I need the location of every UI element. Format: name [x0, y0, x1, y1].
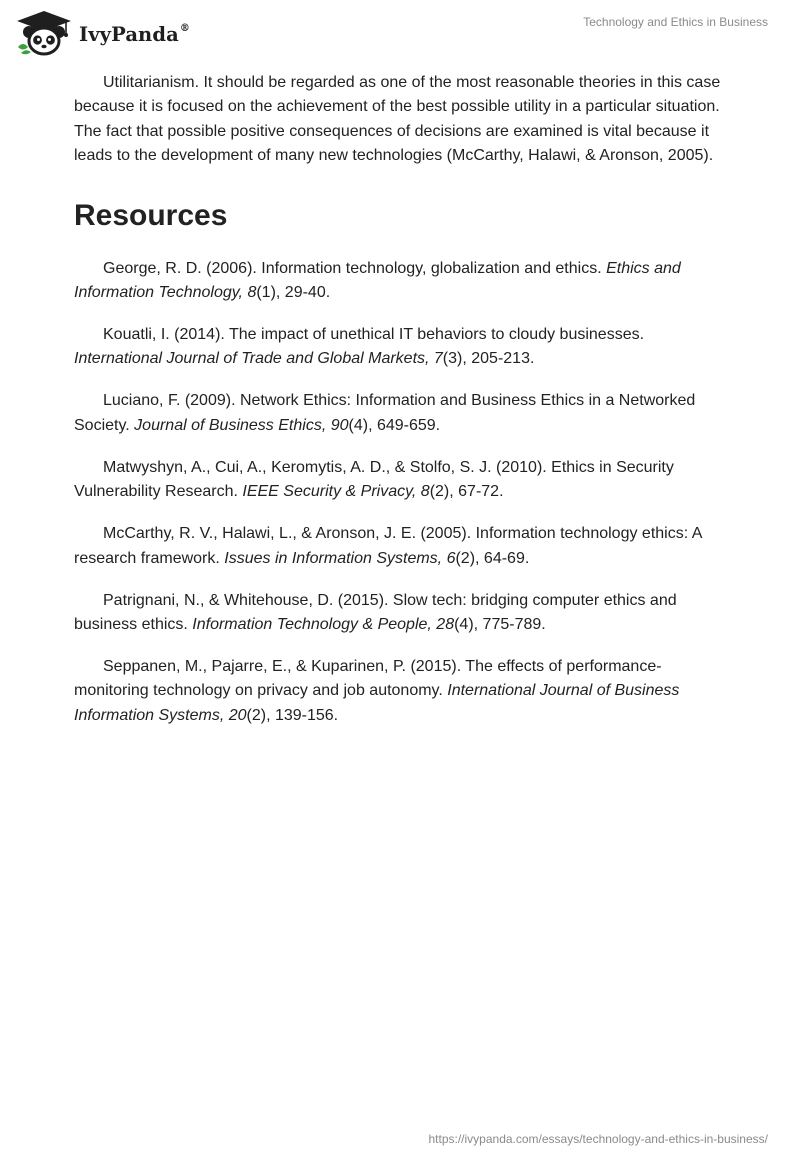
reference-journal: International Journal of Business Information Systems, 20 — [74, 682, 680, 724]
reference-item — [74, 522, 730, 571]
reference-issue: (3), 205-213. — [442, 350, 535, 368]
reference-text: Matwyshyn, A., Cui, A., Keromytis, A. D., & Stolfo, S. J. (2010). Ethics in Security Vulnerability Research. — [74, 458, 674, 501]
ivypanda-logo[interactable] — [14, 8, 190, 58]
reference-text: George, R. D. (2006). Information technology, globalization and ethics. — [103, 259, 607, 277]
document-title: Technology and Ethics in Business — [583, 15, 768, 29]
reference-item — [74, 389, 730, 438]
reference-item — [74, 257, 730, 306]
reference-issue: (4), 649-659. — [348, 416, 441, 434]
reference-issue: (2), 64-69. — [455, 549, 530, 567]
reference-item — [74, 655, 730, 728]
logo-wordmark: IvyPanda® — [79, 22, 190, 46]
reference-journal: Issues in Information Systems, 6 — [224, 549, 456, 567]
intro-paragraph: Utilitarianism. It should be regarded as one of the most reasonable theories in this case because it is focused on the achievement of the best possible utility in a particular situation. The fact that possible positive consequences of decisions are examined is vital because it leads to the development of many new technologies (McCarthy, Halawi, & Aronson, 2005). — [74, 74, 721, 165]
panda-graduate-icon — [14, 10, 74, 56]
reference-text: Patrignani, N., & Whitehouse, D. (2015). Slow tech: bridging computer ethics and business ethics. — [74, 591, 677, 634]
reference-text: Kouatli, I. (2014). The impact of unethical IT behaviors to cloudy businesses. — [103, 326, 645, 344]
document-body — [74, 71, 730, 746]
reference-item — [74, 323, 730, 372]
reference-issue: (4), 775-789. — [454, 616, 546, 634]
reference-journal: Information Technology & People, 28 — [192, 616, 455, 634]
reference-text: Luciano, F. (2009). Network Ethics: Information and Business Ethics in a Networked Society. — [74, 392, 696, 434]
reference-issue: (2), 67-72. — [429, 483, 504, 501]
resources-heading: Resources — [74, 198, 228, 232]
reference-journal: Ethics and Information Technology, 8 — [74, 259, 681, 302]
registered-mark: ® — [179, 23, 190, 34]
reference-text: McCarthy, R. V., Halawi, L., & Aronson, J. E. (2005). Information technology ethics: A research framework. — [74, 525, 702, 567]
source-url-link[interactable]: https://ivypanda.com/essays/technology-and-ethics-in-business/ — [428, 1132, 768, 1146]
reference-journal: Journal of Business Ethics, 90 — [134, 416, 349, 434]
reference-issue: (2), 139-156. — [246, 706, 339, 724]
reference-list — [74, 257, 730, 729]
reference-journal: IEEE Security & Privacy, 8 — [242, 483, 430, 501]
page-header — [0, 0, 800, 60]
reference-text: Seppanen, M., Pajarre, E., & Kuparinen, P. (2015). The effects of performance-monitoring technology on privacy and job autonomy. — [74, 658, 662, 700]
reference-item — [74, 456, 730, 505]
reference-issue: (1), 29-40. — [256, 284, 331, 302]
reference-item — [74, 589, 730, 638]
reference-journal: International Journal of Trade and Global Markets, 7 — [74, 350, 443, 368]
